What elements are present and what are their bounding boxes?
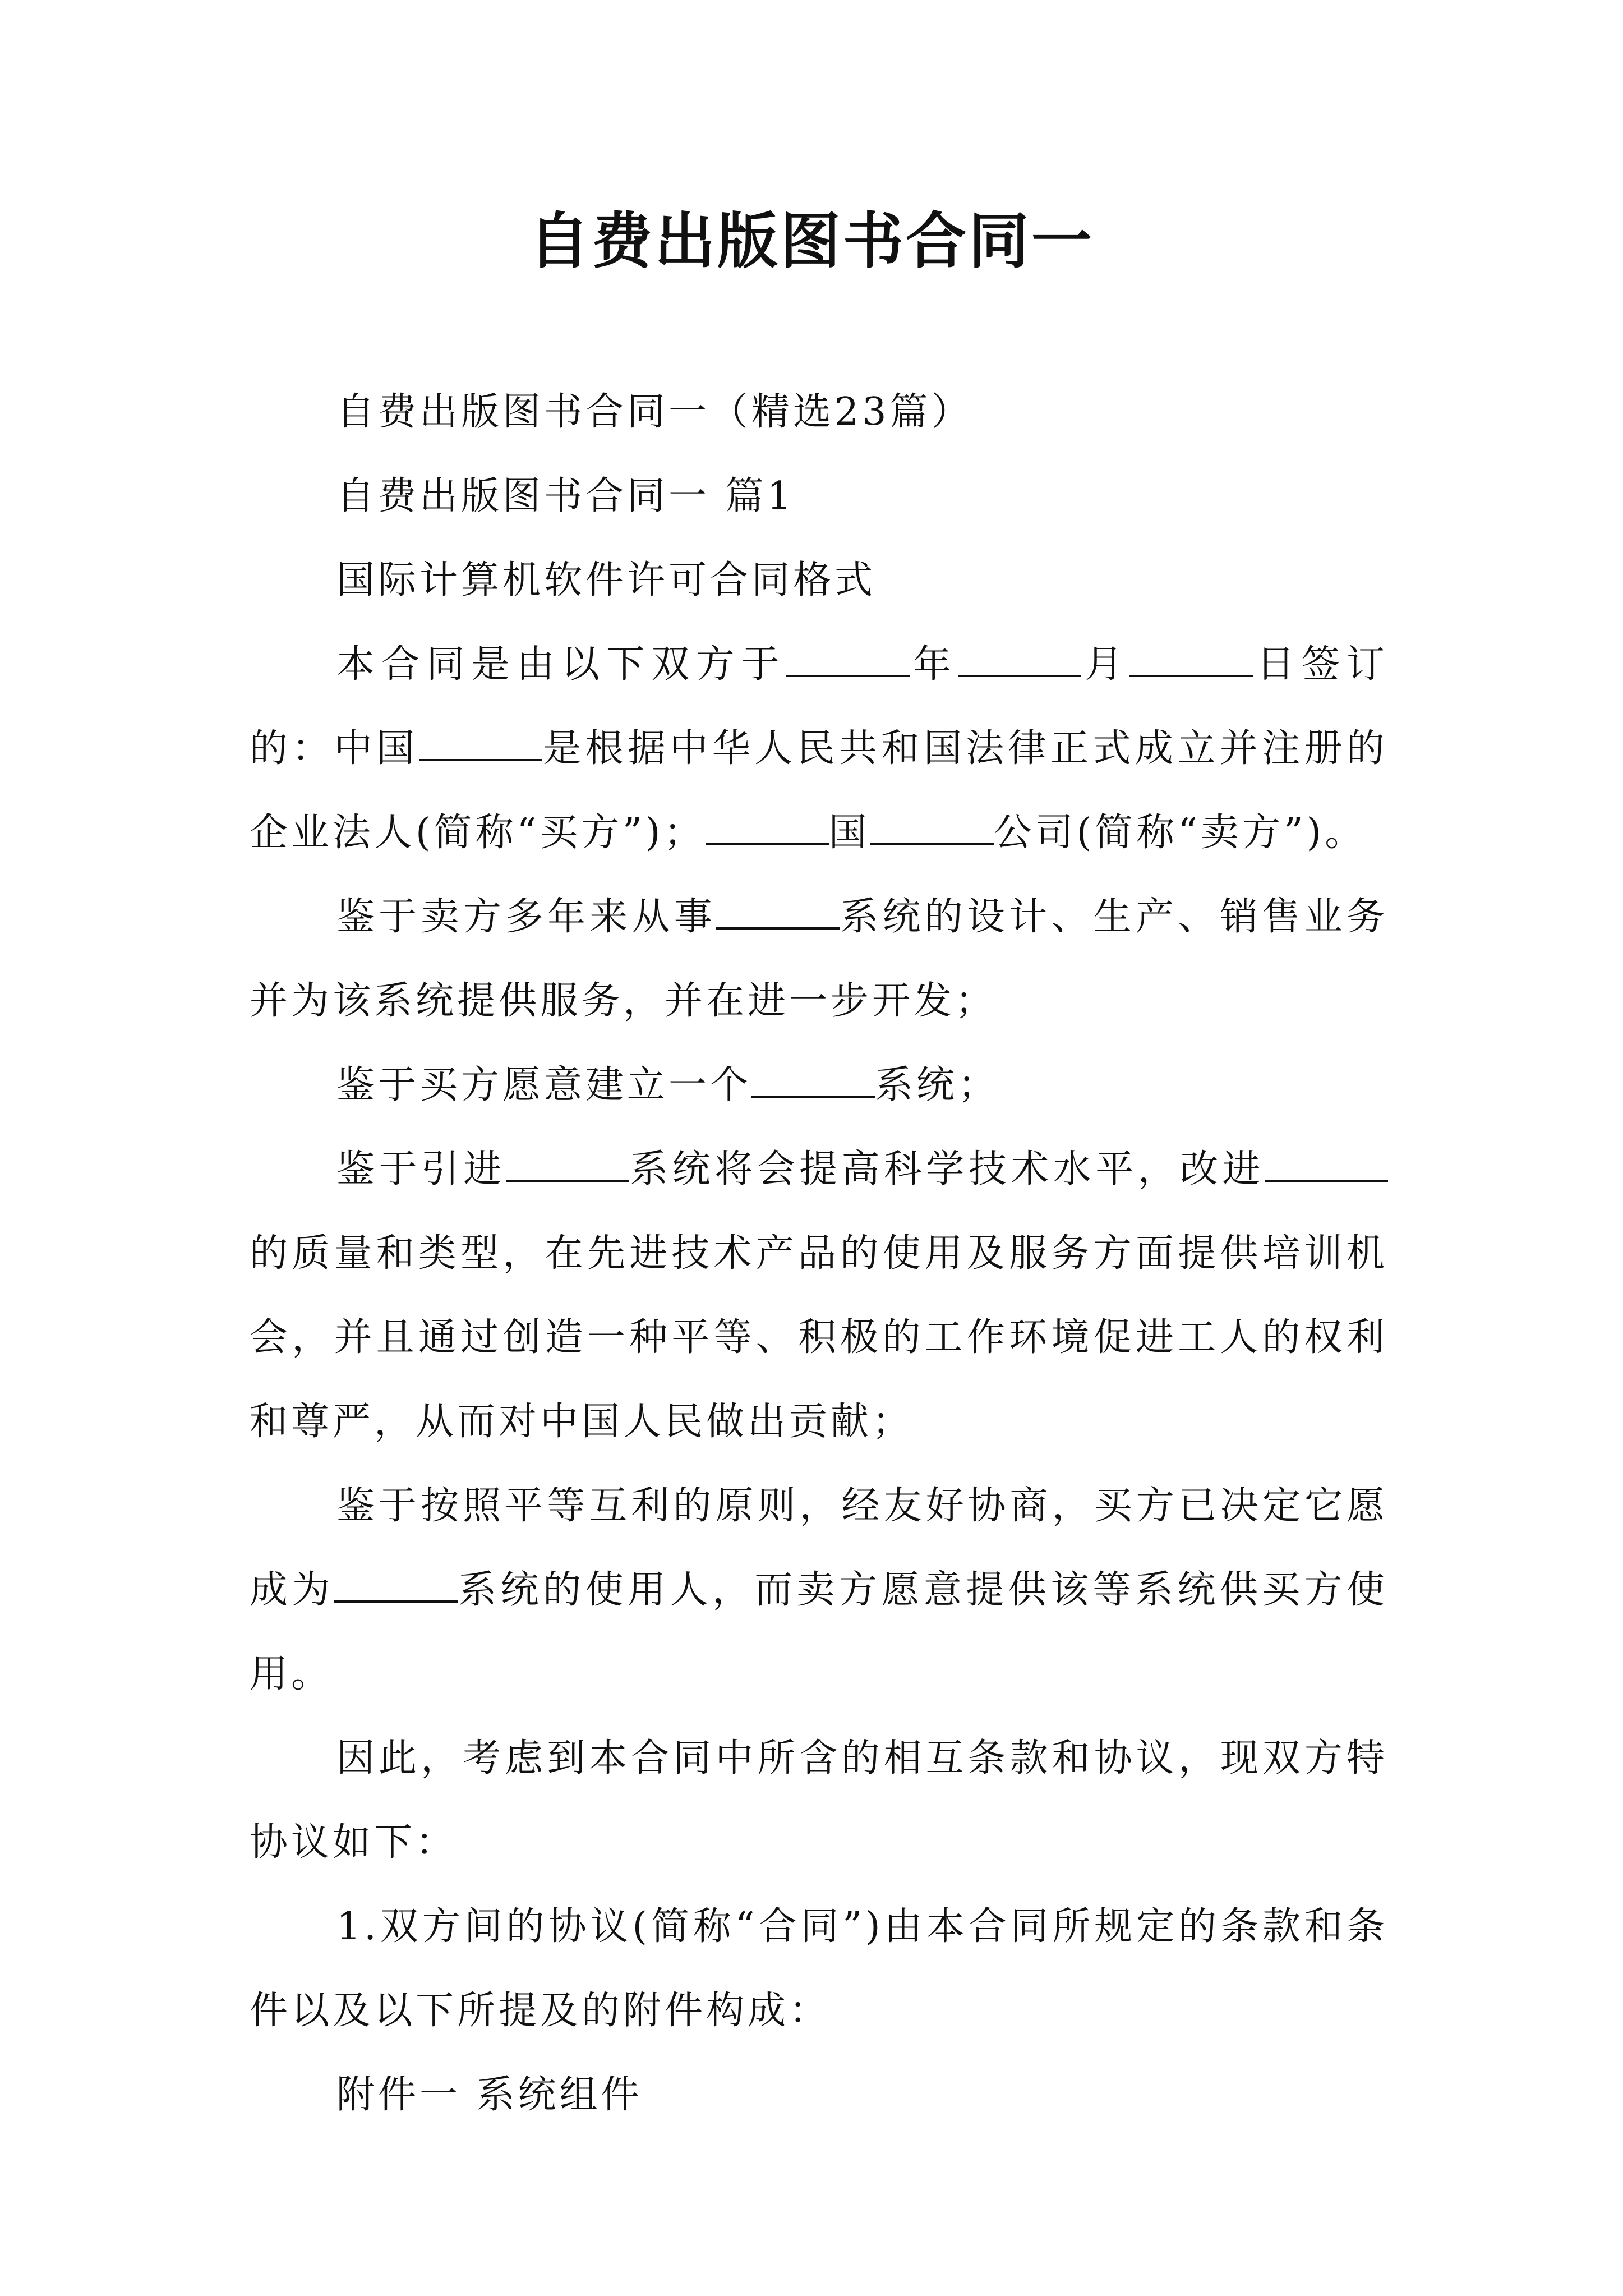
text-run: 公司(简称“卖方”)。 [993,811,1367,855]
text-run: 国 [828,811,870,855]
text-run: 系统的使用人，而卖方愿意提供该等系统供买方使用。 [250,1568,1388,1696]
paragraph-buyer [250,1043,1388,1128]
section-heading: 自费出版图书合同一 篇1 [336,474,795,518]
paragraph-seller [250,875,1388,1043]
text-run: 本合同是由以下双方于 [336,642,786,687]
text-run: 的质量和类型，在先进技术产品的使用及服务方面提供培训机会，并且通过创造一种平等、积极的工作环境促进工人的权利和尊严，从而对中国人民做出贡献； [250,1231,1388,1444]
blank-field [870,808,994,845]
blank-field [706,808,829,845]
text-run: 鉴于引进 [336,1147,506,1191]
text-run: 日签订的：中国 [250,642,1388,771]
blank-field [419,724,542,761]
blank-field [334,1566,458,1603]
clause-1: 1.双方间的协议(简称“合同”)由本合同所规定的条款和条件以及以下所提及的附件构成： [250,1904,1388,2033]
text-run: 月 [1081,642,1130,687]
text-run: 系统； [875,1063,1000,1107]
paragraph-introduction [250,1128,1388,1464]
blank-field [786,640,910,677]
paragraph-mutual-benefit [250,1464,1388,1717]
text-run: 系统的设计、生产、销售业务并为该系统提供服务，并在进一步开发； [250,895,1388,1023]
text-run: 系统将会提高科学技术水平，改进 [629,1147,1265,1191]
text-run: 鉴于买方愿意建立一个 [336,1063,752,1107]
blank-field [1265,1145,1388,1182]
attachment-1: 附件一 系统组件 [336,2073,643,2117]
contract-name: 国际计算机软件许可合同格式 [336,558,877,602]
text-run: 是根据中华人民共和国法律正式成立并注册的企业法人(简称“买方”)； [250,726,1388,855]
document-title: 自费出版图书合同一 [528,206,1094,277]
subtitle-line: 自费出版图书合同一（精选23篇） [336,390,973,434]
paragraph-agreement: 因此，考虑到本合同中所含的相互条款和协议，现双方特协议如下： [250,1736,1388,1865]
text-run: 年 [909,642,958,687]
text-run: 鉴于按照平等互利的原则，经友好协商，买方已决定它愿成为 [250,1484,1388,1612]
blank-field [958,640,1081,677]
blank-field [506,1145,629,1182]
blank-field [1129,640,1253,677]
paragraph-parties [250,623,1388,875]
blank-field [716,892,840,930]
document-body [250,370,1388,2137]
blank-field [751,1061,875,1098]
text-run: 鉴于卖方多年来从事 [336,895,717,939]
